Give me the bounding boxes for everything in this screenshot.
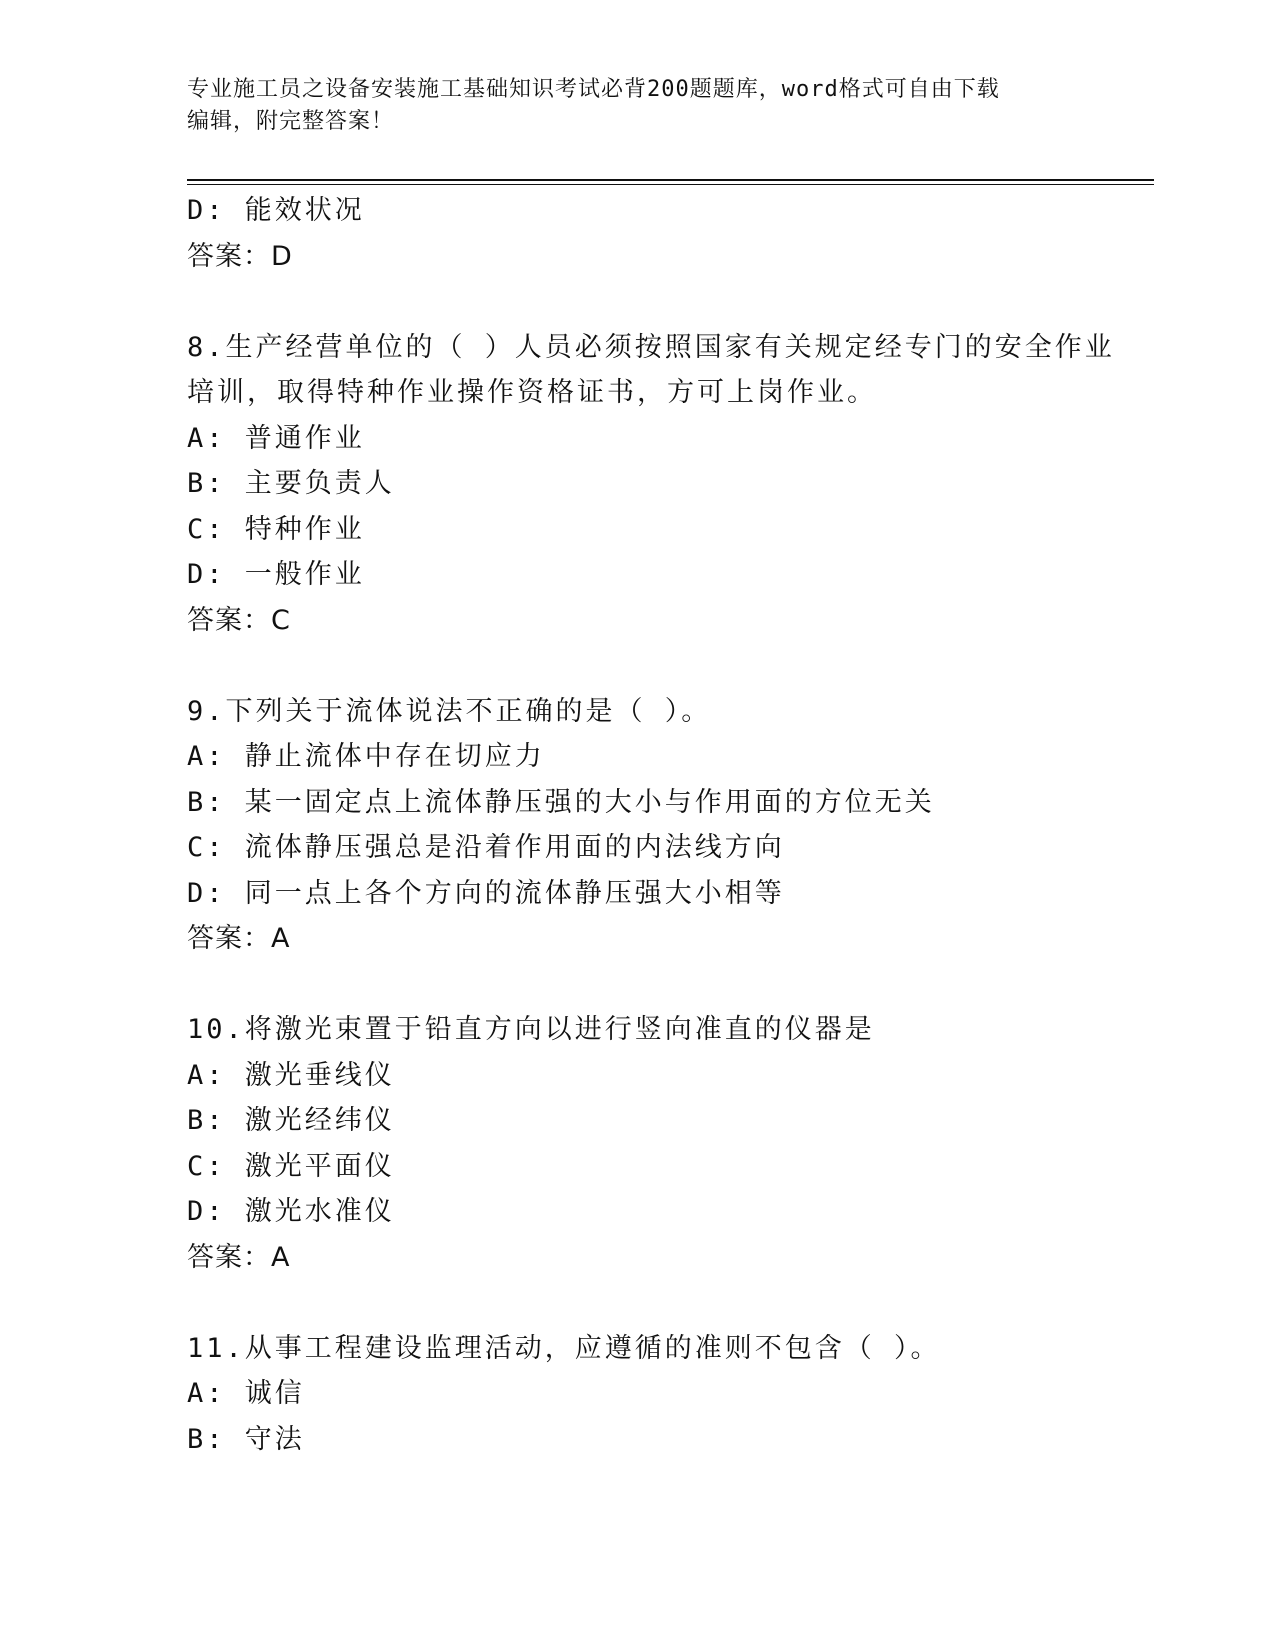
- q10-stem: 10.将激光束置于铅直方向以进行竖向准直的仪器是: [187, 1014, 875, 1045]
- q8-option-d: D: 一般作业: [187, 559, 365, 590]
- q11-option-a: A: 诚信: [187, 1378, 305, 1409]
- spacer: [187, 279, 1087, 325]
- q11-option-b: B: 守法: [187, 1423, 305, 1455]
- q9-option-a: A: 静止流体中存在切应力: [187, 741, 545, 772]
- header-divider-thin: [187, 184, 1154, 185]
- document-header-title: [187, 74, 1067, 138]
- question-list: [187, 188, 1115, 1462]
- q8-option-b: B: 主要负责人: [187, 468, 395, 499]
- spacer: [187, 643, 1087, 689]
- q10-option-a: A: 激光垂线仪: [187, 1059, 395, 1091]
- q9-answer: 答案：A: [187, 923, 291, 954]
- question-9: [187, 689, 1087, 962]
- q9-option-c: C: 流体静压强总是沿着作用面的内法线方向: [187, 832, 785, 863]
- q8-answer: 答案：C: [187, 604, 291, 636]
- q8-stem-line-2: 培训，取得特种作业操作资格证书，方可上岗作业。: [187, 377, 877, 408]
- q10-answer: 答案：A: [187, 1241, 291, 1273]
- q9-option-b: B: 某一固定点上流体静压强的大小与作用面的方位无关: [187, 786, 935, 818]
- question-7-tail: [187, 188, 1087, 279]
- spacer: [187, 1280, 1087, 1326]
- header-title-line-1: 专业施工员之设备安装施工基础知识考试必背200题题库，word格式可自由下载: [187, 77, 1000, 102]
- header-title-line-2: 编辑，附完整答案！: [187, 109, 395, 134]
- q10-option-d: D: 激光水准仪: [187, 1196, 395, 1227]
- q8-option-c: C: 特种作业: [187, 513, 365, 545]
- q11-stem: 11.从事工程建设监理活动，应遵循的准则不包含（ ）。: [187, 1332, 941, 1364]
- question-8: [187, 325, 1115, 644]
- q9-option-d: D: 同一点上各个方向的流体静压强大小相等: [187, 877, 785, 909]
- q10-option-c: C: 激光平面仪: [187, 1150, 395, 1182]
- q10-option-b: B: 激光经纬仪: [187, 1105, 395, 1136]
- q7-answer: 答案：D: [187, 240, 293, 272]
- q8-option-a: A: 普通作业: [187, 422, 365, 454]
- q8-stem-line-1: 8.生产经营单位的（ ）人员必须按照国家有关规定经专门的安全作业: [187, 331, 1115, 363]
- header-divider-thick: [187, 179, 1154, 181]
- q7-option-d: D: 能效状况: [187, 195, 365, 226]
- question-11: [187, 1326, 1087, 1463]
- spacer: [187, 962, 1087, 1008]
- q9-stem: 9.下列关于流体说法不正确的是（ ）。: [187, 695, 712, 727]
- question-10: [187, 1007, 1087, 1280]
